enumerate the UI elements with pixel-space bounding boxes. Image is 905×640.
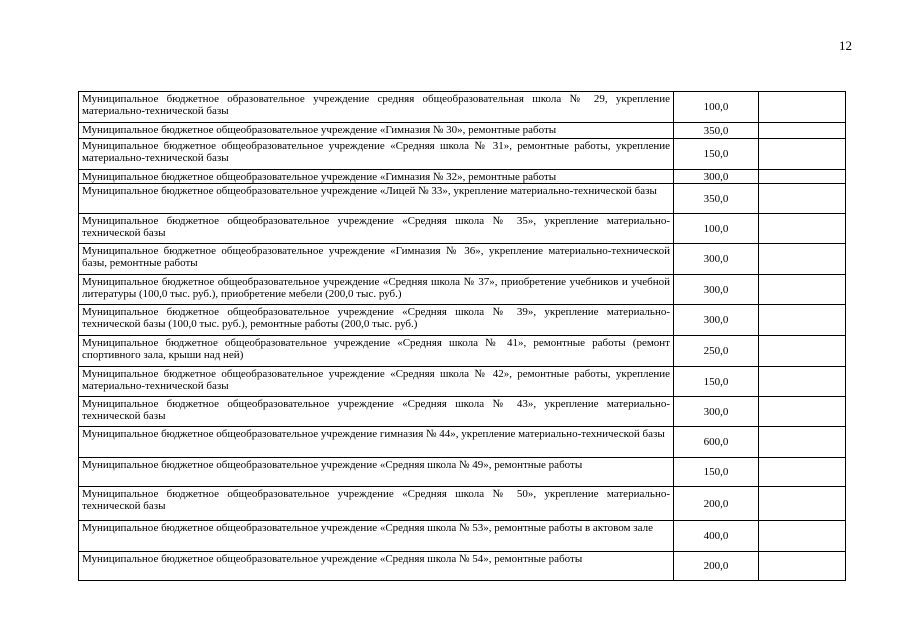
table-row (79, 214, 846, 244)
row-note (759, 170, 846, 184)
row-amount: 300,0 (674, 275, 759, 305)
row-description: Муниципальное бюджетное общеобразовательное учреждение «Средняя школа № 39», укрепление материально-технической базы (100,0 тыс. руб.), ремонтные работы (200,0 тыс. руб.) (79, 305, 674, 336)
row-amount: 300,0 (674, 397, 759, 427)
row-note (759, 275, 846, 305)
row-note (759, 123, 846, 139)
row-note (759, 184, 846, 214)
row-description: Муниципальное бюджетное общеобразовательное учреждение гимназия № 44», укрепление материально-технической базы (79, 427, 674, 458)
row-description: Муниципальное бюджетное общеобразовательное учреждение «Средняя школа № 42», ремонтные работы, укрепление материально-технической базы (79, 367, 674, 397)
table-row (79, 427, 846, 458)
row-amount: 600,0 (674, 427, 759, 458)
row-amount: 200,0 (674, 487, 759, 521)
row-description: Муниципальное бюджетное общеобразовательное учреждение «Гимназия № 32», ремонтные работы (79, 170, 674, 184)
table-row (79, 305, 846, 336)
row-note (759, 336, 846, 367)
row-amount: 350,0 (674, 184, 759, 214)
row-amount: 250,0 (674, 336, 759, 367)
row-amount: 200,0 (674, 552, 759, 581)
row-description: Муниципальное бюджетное общеобразовательное учреждение «Средняя школа № 35», укрепление материально-технической базы (79, 214, 674, 244)
table-row (79, 92, 846, 123)
table-row (79, 552, 846, 581)
row-amount: 100,0 (674, 92, 759, 123)
row-note (759, 214, 846, 244)
row-amount: 300,0 (674, 244, 759, 275)
row-amount: 300,0 (674, 170, 759, 184)
table-row (79, 521, 846, 552)
table-row (79, 336, 846, 367)
row-description: Муниципальное бюджетное общеобразовательное учреждение «Средняя школа № 37», приобретение учебников и учебной литературы (100,0 тыс. руб.), приобретение мебели (200,0 тыс. руб.) (79, 275, 674, 305)
table-row (79, 184, 846, 214)
allocation-table (78, 91, 846, 581)
row-amount: 400,0 (674, 521, 759, 552)
row-note (759, 367, 846, 397)
row-description: Муниципальное бюджетное общеобразовательное учреждение «Средняя школа № 53», ремонтные работы в актовом зале (79, 521, 674, 552)
table-row (79, 367, 846, 397)
row-description: Муниципальное бюджетное образовательное учреждение средняя общеобразовательная школа № 29, укрепление материально-технической базы (79, 92, 674, 123)
table-row (79, 170, 846, 184)
row-description: Муниципальное бюджетное общеобразовательное учреждение «Лицей № 33», укрепление материально-технической базы (79, 184, 674, 214)
row-note (759, 427, 846, 458)
row-note (759, 139, 846, 170)
row-description: Муниципальное бюджетное общеобразовательное учреждение «Средняя школа № 41», ремонтные работы (ремонт спортивного зала, крыши над ней) (79, 336, 674, 367)
row-note (759, 552, 846, 581)
table-row (79, 487, 846, 521)
row-description: Муниципальное бюджетное общеобразовательное учреждение «Средняя школа № 54», ремонтные работы (79, 552, 674, 581)
row-amount: 150,0 (674, 458, 759, 487)
row-description: Муниципальное бюджетное общеобразовательное учреждение «Средняя школа № 49», ремонтные работы (79, 458, 674, 487)
page-number: 12 (839, 38, 852, 53)
table-row (79, 244, 846, 275)
table-row (79, 139, 846, 170)
row-description: Муниципальное бюджетное общеобразовательное учреждение «Средняя школа № 50», укрепление материально-технической базы (79, 487, 674, 521)
row-note (759, 487, 846, 521)
row-note (759, 244, 846, 275)
row-note (759, 305, 846, 336)
row-description: Муниципальное бюджетное общеобразовательное учреждение «Гимназия № 36», укрепление материально-технической базы, ремонтные работы (79, 244, 674, 275)
table-row (79, 123, 846, 139)
row-note (759, 397, 846, 427)
table-row (79, 275, 846, 305)
row-description: Муниципальное бюджетное общеобразовательное учреждение «Средняя школа № 31», ремонтные работы, укрепление материально-технической базы (79, 139, 674, 170)
row-amount: 150,0 (674, 139, 759, 170)
row-amount: 150,0 (674, 367, 759, 397)
table-row (79, 458, 846, 487)
row-note (759, 521, 846, 552)
row-amount: 300,0 (674, 305, 759, 336)
row-note (759, 458, 846, 487)
table-row (79, 397, 846, 427)
row-amount: 350,0 (674, 123, 759, 139)
row-note (759, 92, 846, 123)
row-amount: 100,0 (674, 214, 759, 244)
row-description: Муниципальное бюджетное общеобразовательное учреждение «Средняя школа № 43», укрепление материально-технической базы (79, 397, 674, 427)
row-description: Муниципальное бюджетное общеобразовательное учреждение «Гимназия № 30», ремонтные работы (79, 123, 674, 139)
